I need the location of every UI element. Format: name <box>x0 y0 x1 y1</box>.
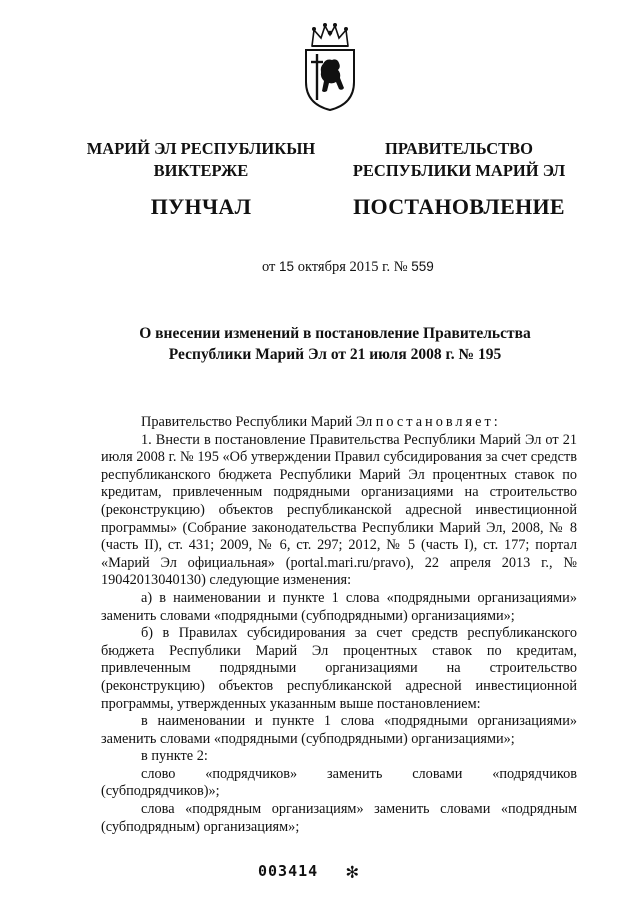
form-serial-number <box>258 859 359 883</box>
body-paragraph-b: б) в Правилах субсидирования за счет средств республиканского бюджета Республики Марий Эл процентных ставок по кредитам, привлеченным подрядными организациями на строительство (реконструкцию) объектов республиканской адресной инвестиционной программы, утвержденных указанным выше постановлением: <box>101 625 577 712</box>
body-paragraph-a: а) в наименовании и пункте 1 слова «подрядными организациями» заменить словами «подрядными (субподрядными) организациями»; <box>101 589 577 624</box>
coat-of-arms-emblem <box>300 20 360 112</box>
body-paragraph-b1: в наименовании и пункте 1 слова «подрядными организациями» заменить словами «подрядными (субподрядными) организациями»; <box>101 713 577 747</box>
body-intro-subject: Правительство Республики Марий Эл <box>141 414 373 430</box>
header-left-title: ПУНЧАЛ <box>150 194 252 219</box>
document-title-line2: Республики Марий Эл от 21 июля 2008 г. № 195 <box>168 346 502 363</box>
document-title-line1: О внесении изменений в постановление Правительства <box>139 325 531 342</box>
date-month-year: октября 2015 г. № <box>297 259 408 275</box>
date-day: 15 <box>279 259 295 274</box>
header-right-title: ПОСТАНОВЛЕНИЕ <box>353 194 565 219</box>
header-left-block <box>86 138 316 222</box>
asterisk-mark-icon: ✻ <box>346 859 360 883</box>
header-left-line1: МАРИЙ ЭЛ РЕСПУБЛИКЫН <box>86 139 316 158</box>
body-intro <box>101 414 577 432</box>
header-right-block <box>346 138 572 222</box>
document-title <box>100 323 570 365</box>
body-paragraph-b2: в пункте 2: <box>141 748 208 765</box>
body-paragraph-b4: слова «подрядным организациям» заменить словами «подрядным (субподрядным) организациям»; <box>101 801 577 835</box>
body-paragraph-b3: слово «подрядчиков» заменить словами «подрядчиков (субподрядчиков)»; <box>101 765 577 800</box>
date-prefix: от <box>262 259 276 275</box>
document-body <box>101 414 577 836</box>
resolution-number: 559 <box>411 259 434 274</box>
body-intro-verb: постановляет: <box>375 414 501 430</box>
serial-number: 003414 <box>258 862 319 880</box>
header-left-line2: ВИКТЕРЖЕ <box>153 161 249 180</box>
header-right-line2: РЕСПУБЛИКИ МАРИЙ ЭЛ <box>352 161 566 180</box>
header-right-line1: ПРАВИТЕЛЬСТВО <box>385 139 533 158</box>
resolution-date-line <box>262 259 434 276</box>
body-paragraph-1: 1. Внести в постановление Правительства Республики Марий Эл от 21 июля 2008 г. № 195 «Об утверждении Правил субсидирования за счет средств республиканского бюджета Республики Марий Эл процентных ставок по кредитам, привлеченным подрядными организациями на строительство (реконструкцию) объектов республиканской адресной инвестиционной программы» (Собрание законодательства Республики Марий Эл, 2008, № 8 (часть II), ст. 431; 2009, № 6, ст. 297; 2012, № 5 (часть I), ст. 177; портал «Марий Эл официальная» (portal.mari.ru/pravo), 22 апреля 2013 г., № 19042013040130) следующие изменения: <box>101 431 577 589</box>
